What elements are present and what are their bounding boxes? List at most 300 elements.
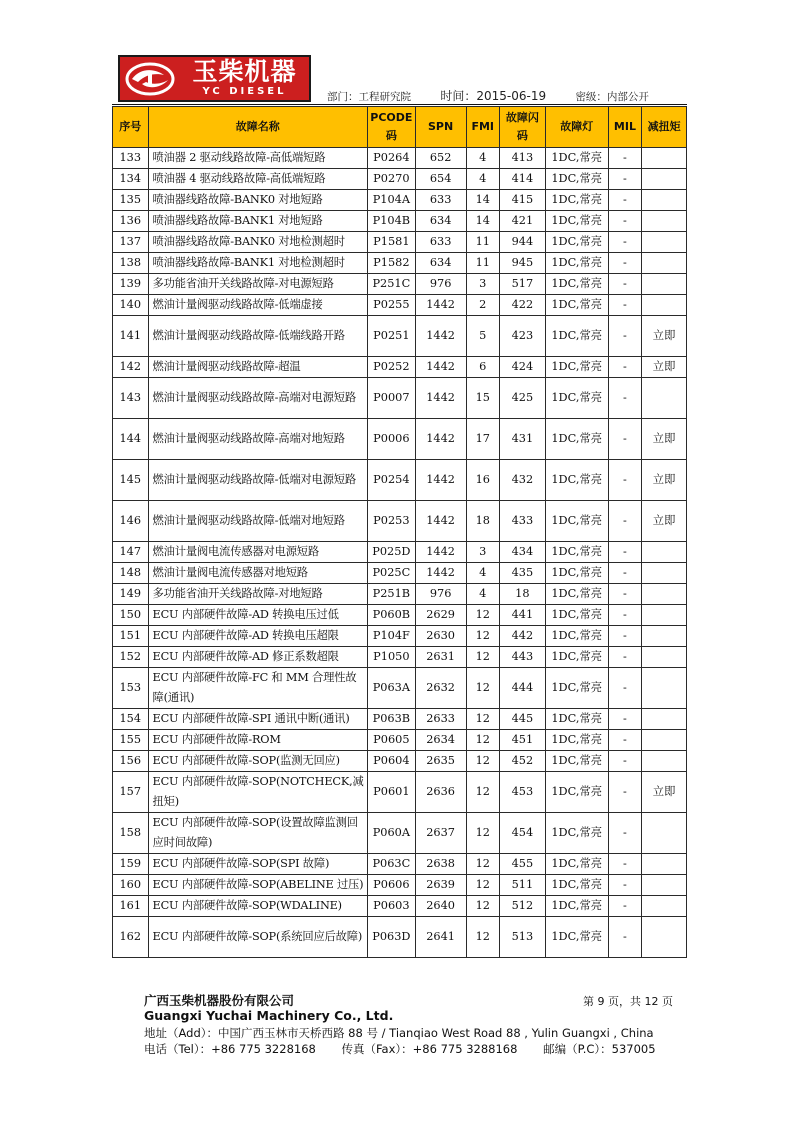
footer-postcode: 邮编（P.C）：537005 [543, 1042, 656, 1056]
cell-spn: 654 [415, 169, 466, 190]
cell-torque-reduction [642, 647, 687, 668]
cell-no: 160 [113, 875, 149, 896]
table-row [113, 605, 687, 626]
cell-pcode: P251B [367, 584, 415, 605]
cell-lamp: 1DC,常亮 [545, 542, 608, 563]
cell-mil: - [608, 501, 642, 542]
cell-pcode: P0601 [367, 772, 415, 813]
cell-pcode: P0252 [367, 357, 415, 378]
table-row [113, 647, 687, 668]
cell-lamp: 1DC,常亮 [545, 584, 608, 605]
logo-chinese-text: 玉柴机器 [192, 57, 297, 86]
cell-fault-name: 燃油计量阀驱动线路故障-低端虚接 [148, 295, 367, 316]
cell-mil: - [608, 148, 642, 169]
cell-flash-code: 444 [500, 668, 546, 709]
cell-mil: - [608, 854, 642, 875]
table-row [113, 584, 687, 605]
cell-spn: 634 [415, 211, 466, 232]
cell-pcode: P0007 [367, 378, 415, 419]
cell-fmi: 5 [466, 316, 500, 357]
cell-torque-reduction [642, 584, 687, 605]
cell-spn: 2641 [415, 917, 466, 958]
cell-no: 138 [113, 253, 149, 274]
cell-flash-code: 423 [500, 316, 546, 357]
col-header-mil: MIL [608, 107, 642, 148]
table-row [113, 875, 687, 896]
cell-spn: 1442 [415, 357, 466, 378]
cell-fault-name: 燃油计量阀电流传感器对电源短路 [148, 542, 367, 563]
cell-flash-code: 517 [500, 274, 546, 295]
cell-no: 135 [113, 190, 149, 211]
table-row [113, 626, 687, 647]
cell-fmi: 16 [466, 460, 500, 501]
cell-spn: 2637 [415, 813, 466, 854]
cell-no: 149 [113, 584, 149, 605]
cell-pcode: P0270 [367, 169, 415, 190]
cell-pcode: P0604 [367, 751, 415, 772]
cell-torque-reduction [642, 274, 687, 295]
cell-flash-code: 421 [500, 211, 546, 232]
cell-torque-reduction [642, 751, 687, 772]
cell-fault-name: ECU 内部硬件故障-AD 转换电压过低 [148, 605, 367, 626]
cell-lamp: 1DC,常亮 [545, 668, 608, 709]
table-row [113, 668, 687, 709]
cell-mil: - [608, 316, 642, 357]
table-row [113, 295, 687, 316]
cell-fault-name: ECU 内部硬件故障-SPI 通讯中断(通讯) [148, 709, 367, 730]
cell-fault-name: ECU 内部硬件故障-SOP(WDALINE) [148, 896, 367, 917]
cell-fault-name: ECU 内部硬件故障-AD 转换电压超限 [148, 626, 367, 647]
cell-mil: - [608, 295, 642, 316]
cell-spn: 634 [415, 253, 466, 274]
cell-mil: - [608, 626, 642, 647]
cell-torque-reduction: 立即 [642, 501, 687, 542]
cell-mil: - [608, 772, 642, 813]
cell-pcode: P0253 [367, 501, 415, 542]
cell-flash-code: 511 [500, 875, 546, 896]
cell-torque-reduction [642, 709, 687, 730]
cell-lamp: 1DC,常亮 [545, 357, 608, 378]
cell-no: 151 [113, 626, 149, 647]
cell-spn: 1442 [415, 563, 466, 584]
cell-torque-reduction: 立即 [642, 419, 687, 460]
cell-fault-name: 喷油器 2 驱动线路故障-高低端短路 [148, 148, 367, 169]
cell-no: 143 [113, 378, 149, 419]
cell-pcode: P063D [367, 917, 415, 958]
footer-company-cn: 广西玉柴机器股份有限公司 [144, 993, 295, 1008]
cell-flash-code: 435 [500, 563, 546, 584]
cell-mil: - [608, 378, 642, 419]
cell-lamp: 1DC,常亮 [545, 378, 608, 419]
cell-fault-name: ECU 内部硬件故障-ROM [148, 730, 367, 751]
table-row [113, 917, 687, 958]
cell-mil: - [608, 584, 642, 605]
table-row [113, 378, 687, 419]
cell-no: 146 [113, 501, 149, 542]
cell-fmi: 2 [466, 295, 500, 316]
cell-mil: - [608, 563, 642, 584]
cell-spn: 1442 [415, 316, 466, 357]
cell-torque-reduction [642, 917, 687, 958]
cell-no: 161 [113, 896, 149, 917]
table-row [113, 232, 687, 253]
table-row [113, 709, 687, 730]
cell-fault-name: 燃油计量阀驱动线路故障-高端对地短路 [148, 419, 367, 460]
cell-no: 136 [113, 211, 149, 232]
cell-torque-reduction [642, 730, 687, 751]
cell-flash-code: 414 [500, 169, 546, 190]
cell-flash-code: 18 [500, 584, 546, 605]
cell-fmi: 12 [466, 668, 500, 709]
cell-mil: - [608, 232, 642, 253]
cell-pcode: P0255 [367, 295, 415, 316]
cell-pcode: P0603 [367, 896, 415, 917]
cell-fault-name: 多功能省油开关线路故障-对电源短路 [148, 274, 367, 295]
cell-fmi: 11 [466, 253, 500, 274]
table-row [113, 274, 687, 295]
cell-fmi: 14 [466, 190, 500, 211]
cell-torque-reduction [642, 563, 687, 584]
cell-mil: - [608, 813, 642, 854]
cell-lamp: 1DC,常亮 [545, 295, 608, 316]
cell-mil: - [608, 730, 642, 751]
cell-pcode: P1050 [367, 647, 415, 668]
table-row [113, 357, 687, 378]
cell-torque-reduction [642, 626, 687, 647]
cell-torque-reduction [642, 295, 687, 316]
cell-spn: 2631 [415, 647, 466, 668]
col-header-lamp: 故障灯 [545, 107, 608, 148]
cell-lamp: 1DC,常亮 [545, 605, 608, 626]
cell-fmi: 14 [466, 211, 500, 232]
cell-no: 140 [113, 295, 149, 316]
cell-flash-code: 443 [500, 647, 546, 668]
cell-pcode: P1581 [367, 232, 415, 253]
table-row [113, 854, 687, 875]
cell-spn: 1442 [415, 378, 466, 419]
cell-mil: - [608, 419, 642, 460]
cell-fault-name: ECU 内部硬件故障-SOP(系统回应后故障) [148, 917, 367, 958]
cell-fmi: 12 [466, 730, 500, 751]
table-header-row [113, 107, 687, 148]
cell-torque-reduction [642, 378, 687, 419]
table-row [113, 730, 687, 751]
col-header-flash-code: 故障闪码 [500, 107, 546, 148]
cell-fault-name: 喷油器线路故障-BANK0 对地检测超时 [148, 232, 367, 253]
header-divider [112, 104, 687, 105]
cell-flash-code: 445 [500, 709, 546, 730]
cell-pcode: P060A [367, 813, 415, 854]
cell-no: 133 [113, 148, 149, 169]
cell-torque-reduction [642, 813, 687, 854]
cell-lamp: 1DC,常亮 [545, 169, 608, 190]
cell-spn: 2636 [415, 772, 466, 813]
cell-no: 158 [113, 813, 149, 854]
col-header-torque-reduction: 减扭矩 [642, 107, 687, 148]
cell-torque-reduction [642, 896, 687, 917]
cell-fmi: 12 [466, 875, 500, 896]
cell-pcode: P0606 [367, 875, 415, 896]
cell-fmi: 12 [466, 917, 500, 958]
cell-mil: - [608, 169, 642, 190]
table-row [113, 316, 687, 357]
cell-fault-name: 喷油器线路故障-BANK1 对地短路 [148, 211, 367, 232]
cell-torque-reduction: 立即 [642, 357, 687, 378]
col-header-no: 序号 [113, 107, 149, 148]
cell-fault-name: 燃油计量阀驱动线路故障-低端对电源短路 [148, 460, 367, 501]
cell-no: 134 [113, 169, 149, 190]
cell-spn: 1442 [415, 501, 466, 542]
cell-fault-name: 燃油计量阀电流传感器对地短路 [148, 563, 367, 584]
cell-lamp: 1DC,常亮 [545, 563, 608, 584]
cell-fault-name: 燃油计量阀驱动线路故障-低端对地短路 [148, 501, 367, 542]
cell-pcode: P104B [367, 211, 415, 232]
cell-flash-code: 453 [500, 772, 546, 813]
col-header-pcode: PCODE码 [367, 107, 415, 148]
cell-torque-reduction [642, 854, 687, 875]
cell-mil: - [608, 460, 642, 501]
col-header-fault-name: 故障名称 [148, 107, 367, 148]
cell-flash-code: 415 [500, 190, 546, 211]
cell-lamp: 1DC,常亮 [545, 917, 608, 958]
cell-fmi: 4 [466, 563, 500, 584]
cell-pcode: P063A [367, 668, 415, 709]
cell-torque-reduction [642, 190, 687, 211]
cell-torque-reduction: 立即 [642, 772, 687, 813]
cell-no: 150 [113, 605, 149, 626]
cell-fmi: 4 [466, 584, 500, 605]
cell-mil: - [608, 542, 642, 563]
cell-torque-reduction [642, 148, 687, 169]
cell-pcode: P0605 [367, 730, 415, 751]
table-row [113, 542, 687, 563]
footer-tel: 电话（Tel）：+86 775 3228168 [144, 1042, 316, 1056]
cell-pcode: P025C [367, 563, 415, 584]
table-row [113, 419, 687, 460]
cell-flash-code: 441 [500, 605, 546, 626]
cell-no: 139 [113, 274, 149, 295]
page-number: 第 9 页，共 12 页 [583, 995, 673, 1008]
cell-mil: - [608, 709, 642, 730]
cell-torque-reduction [642, 875, 687, 896]
cell-mil: - [608, 751, 642, 772]
cell-fault-name: 燃油计量阀驱动线路故障-超温 [148, 357, 367, 378]
cell-fmi: 18 [466, 501, 500, 542]
cell-lamp: 1DC,常亮 [545, 709, 608, 730]
cell-lamp: 1DC,常亮 [545, 460, 608, 501]
cell-fmi: 11 [466, 232, 500, 253]
cell-torque-reduction [642, 211, 687, 232]
cell-fault-name: ECU 内部硬件故障-SOP(SPI 故障) [148, 854, 367, 875]
cell-lamp: 1DC,常亮 [545, 211, 608, 232]
table-row [113, 460, 687, 501]
cell-fmi: 3 [466, 274, 500, 295]
cell-torque-reduction [642, 253, 687, 274]
table-row [113, 501, 687, 542]
cell-fmi: 12 [466, 626, 500, 647]
table-row [113, 190, 687, 211]
cell-mil: - [608, 647, 642, 668]
cell-fmi: 17 [466, 419, 500, 460]
cell-torque-reduction [642, 169, 687, 190]
cell-lamp: 1DC,常亮 [545, 253, 608, 274]
cell-fault-name: 喷油器 4 驱动线路故障-高低端短路 [148, 169, 367, 190]
cell-flash-code: 452 [500, 751, 546, 772]
cell-fmi: 3 [466, 542, 500, 563]
table-row [113, 169, 687, 190]
cell-pcode: P025D [367, 542, 415, 563]
cell-lamp: 1DC,常亮 [545, 647, 608, 668]
table-row [113, 772, 687, 813]
cell-fmi: 12 [466, 854, 500, 875]
cell-no: 157 [113, 772, 149, 813]
cell-mil: - [608, 190, 642, 211]
cell-lamp: 1DC,常亮 [545, 896, 608, 917]
cell-no: 155 [113, 730, 149, 751]
company-logo [118, 55, 311, 102]
cell-lamp: 1DC,常亮 [545, 626, 608, 647]
cell-pcode: P0264 [367, 148, 415, 169]
table-row [113, 813, 687, 854]
cell-flash-code: 442 [500, 626, 546, 647]
cell-fault-name: ECU 内部硬件故障-SOP(ABELINE 过压) [148, 875, 367, 896]
cell-fmi: 12 [466, 709, 500, 730]
cell-no: 152 [113, 647, 149, 668]
cell-flash-code: 512 [500, 896, 546, 917]
cell-spn: 652 [415, 148, 466, 169]
cell-fault-name: 多功能省油开关线路故障-对地短路 [148, 584, 367, 605]
cell-no: 162 [113, 917, 149, 958]
cell-flash-code: 425 [500, 378, 546, 419]
cell-flash-code: 413 [500, 148, 546, 169]
table-row [113, 563, 687, 584]
cell-spn: 1442 [415, 295, 466, 316]
cell-spn: 2640 [415, 896, 466, 917]
cell-spn: 2635 [415, 751, 466, 772]
department-label: 部门：工程研究院 [327, 91, 411, 103]
table-row [113, 751, 687, 772]
cell-torque-reduction [642, 605, 687, 626]
cell-fmi: 12 [466, 647, 500, 668]
cell-no: 144 [113, 419, 149, 460]
cell-spn: 2638 [415, 854, 466, 875]
table-row [113, 896, 687, 917]
cell-pcode: P0254 [367, 460, 415, 501]
cell-flash-code: 434 [500, 542, 546, 563]
col-header-spn: SPN [415, 107, 466, 148]
col-header-fmi: FMI [466, 107, 500, 148]
date-label: 时间：2015-06-19 [440, 89, 547, 103]
cell-no: 141 [113, 316, 149, 357]
cell-fmi: 15 [466, 378, 500, 419]
cell-pcode: P063B [367, 709, 415, 730]
cell-fmi: 6 [466, 357, 500, 378]
cell-mil: - [608, 605, 642, 626]
header-info [327, 87, 687, 104]
cell-spn: 2629 [415, 605, 466, 626]
cell-spn: 633 [415, 190, 466, 211]
cell-lamp: 1DC,常亮 [545, 813, 608, 854]
cell-spn: 2630 [415, 626, 466, 647]
cell-no: 148 [113, 563, 149, 584]
cell-pcode: P104F [367, 626, 415, 647]
cell-lamp: 1DC,常亮 [545, 232, 608, 253]
cell-torque-reduction [642, 542, 687, 563]
cell-spn: 1442 [415, 460, 466, 501]
cell-mil: - [608, 896, 642, 917]
cell-fmi: 4 [466, 148, 500, 169]
cell-fault-name: 燃油计量阀驱动线路故障-低端线路开路 [148, 316, 367, 357]
cell-flash-code: 945 [500, 253, 546, 274]
cell-torque-reduction: 立即 [642, 316, 687, 357]
cell-mil: - [608, 253, 642, 274]
cell-pcode: P060B [367, 605, 415, 626]
cell-no: 137 [113, 232, 149, 253]
cell-no: 154 [113, 709, 149, 730]
footer-contact [144, 1041, 656, 1057]
cell-fault-name: ECU 内部硬件故障-SOP(设置故障监测回应时间故障) [148, 813, 367, 854]
footer-address: 地址（Add）：中国广西玉林市天桥西路 88 号 / Tianqiao West Road 88 , Yulin Guangxi , China [144, 1026, 654, 1040]
cell-spn: 1442 [415, 419, 466, 460]
cell-fmi: 12 [466, 751, 500, 772]
cell-mil: - [608, 668, 642, 709]
footer-company-en: Guangxi Yuchai Machinery Co., Ltd. [144, 1008, 394, 1023]
cell-fmi: 4 [466, 169, 500, 190]
logo-english-text: YC DIESEL [202, 86, 287, 97]
cell-mil: - [608, 917, 642, 958]
cell-pcode: P1582 [367, 253, 415, 274]
cell-lamp: 1DC,常亮 [545, 501, 608, 542]
cell-flash-code: 451 [500, 730, 546, 751]
cell-lamp: 1DC,常亮 [545, 751, 608, 772]
cell-lamp: 1DC,常亮 [545, 875, 608, 896]
cell-fault-name: ECU 内部硬件故障-FC 和 MM 合理性故障(通讯) [148, 668, 367, 709]
cell-lamp: 1DC,常亮 [545, 419, 608, 460]
cell-torque-reduction [642, 668, 687, 709]
cell-spn: 1442 [415, 542, 466, 563]
classification-label: 密级：内部公开 [575, 91, 649, 103]
cell-mil: - [608, 274, 642, 295]
cell-fault-name: ECU 内部硬件故障-SOP(监测无回应) [148, 751, 367, 772]
cell-flash-code: 433 [500, 501, 546, 542]
cell-no: 153 [113, 668, 149, 709]
cell-lamp: 1DC,常亮 [545, 772, 608, 813]
cell-flash-code: 432 [500, 460, 546, 501]
cell-spn: 2634 [415, 730, 466, 751]
cell-no: 159 [113, 854, 149, 875]
cell-flash-code: 513 [500, 917, 546, 958]
cell-flash-code: 455 [500, 854, 546, 875]
cell-torque-reduction [642, 232, 687, 253]
cell-flash-code: 944 [500, 232, 546, 253]
cell-lamp: 1DC,常亮 [545, 190, 608, 211]
cell-fault-name: ECU 内部硬件故障-AD 修正系数超限 [148, 647, 367, 668]
table-row [113, 211, 687, 232]
cell-fault-name: 燃油计量阀驱动线路故障-高端对电源短路 [148, 378, 367, 419]
table-row [113, 148, 687, 169]
cell-flash-code: 454 [500, 813, 546, 854]
cell-spn: 2632 [415, 668, 466, 709]
cell-pcode: P251C [367, 274, 415, 295]
table-row [113, 253, 687, 274]
cell-lamp: 1DC,常亮 [545, 148, 608, 169]
cell-fault-name: 喷油器线路故障-BANK1 对地检测超时 [148, 253, 367, 274]
cell-no: 156 [113, 751, 149, 772]
yuchai-emblem-icon [124, 60, 176, 98]
cell-fault-name: ECU 内部硬件故障-SOP(NOTCHECK,减扭矩) [148, 772, 367, 813]
cell-spn: 2633 [415, 709, 466, 730]
cell-torque-reduction: 立即 [642, 460, 687, 501]
